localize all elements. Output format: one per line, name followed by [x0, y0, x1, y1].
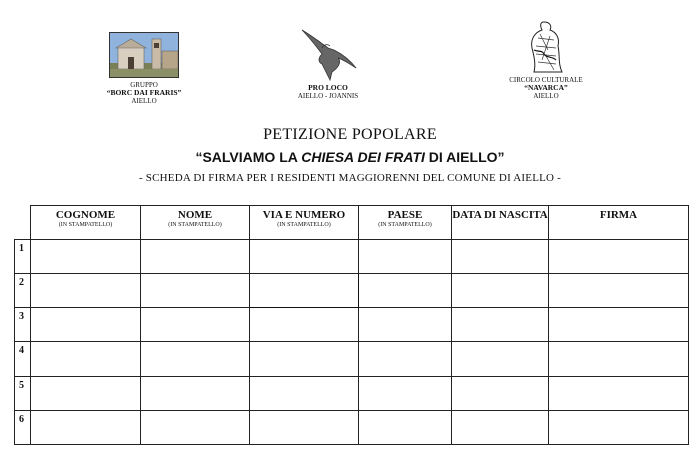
cell-firma[interactable] — [549, 240, 689, 274]
slogan-italic: CHIESA DEI FRATI — [301, 149, 425, 165]
cell-cognome[interactable] — [31, 240, 141, 274]
cell-data-nascita[interactable] — [452, 342, 549, 376]
org-line: AIELLO — [131, 97, 157, 105]
cell-data-nascita[interactable] — [452, 376, 549, 410]
cell-data-nascita[interactable] — [452, 410, 549, 444]
org-line: CIRCOLO CULTURALE — [509, 76, 583, 84]
org-line: AIELLO — [533, 92, 559, 100]
cell-nome[interactable] — [141, 342, 250, 376]
cell-cognome[interactable] — [31, 410, 141, 444]
org-line: GRUPPO — [130, 81, 158, 89]
cell-paese[interactable] — [359, 274, 452, 308]
column-header-cognome — [31, 206, 141, 240]
cell-firma[interactable] — [549, 342, 689, 376]
petition-subtitle: - SCHEDA DI FIRMA PER I RESIDENTI MAGGIORENNI DEL COMUNE DI AIELLO - — [138, 172, 561, 184]
column-sublabel: (IN STAMPATELLO) — [168, 222, 222, 228]
table-row — [15, 410, 689, 444]
cell-firma[interactable] — [549, 410, 689, 444]
cell-paese[interactable] — [359, 410, 452, 444]
signature-table — [14, 205, 689, 445]
row-number: 2 — [15, 274, 31, 308]
cell-cognome[interactable] — [31, 274, 141, 308]
eagle-icon — [298, 28, 358, 82]
row-number: 4 — [15, 342, 31, 376]
cell-via[interactable] — [250, 342, 359, 376]
cell-nome[interactable] — [141, 240, 250, 274]
column-label: PAESE — [387, 209, 423, 221]
cell-via[interactable] — [250, 376, 359, 410]
row-number: 6 — [15, 410, 31, 444]
org-name: PRO LOCO — [308, 83, 348, 92]
cell-nome[interactable] — [141, 274, 250, 308]
table-row — [15, 342, 689, 376]
table-row — [15, 376, 689, 410]
column-header-nome — [141, 206, 250, 240]
cell-firma[interactable] — [549, 376, 689, 410]
org-navarca — [488, 20, 604, 100]
column-label: COGNOME — [55, 209, 116, 221]
cell-cognome[interactable] — [31, 376, 141, 410]
cell-data-nascita[interactable] — [452, 274, 549, 308]
org-name: “BORC DAI FRARIS” — [106, 88, 182, 97]
cell-nome[interactable] — [141, 410, 250, 444]
cell-data-nascita[interactable] — [452, 308, 549, 342]
cell-firma[interactable] — [549, 308, 689, 342]
table-header-row — [15, 206, 689, 240]
header-corner — [15, 206, 31, 240]
cell-nome[interactable] — [141, 308, 250, 342]
cell-via[interactable] — [250, 308, 359, 342]
petition-title: PETIZIONE POPOLARE — [263, 126, 437, 143]
row-number: 1 — [15, 240, 31, 274]
cell-paese[interactable] — [359, 240, 452, 274]
org-line: AIELLO - JOANNIS — [297, 92, 359, 100]
row-number: 3 — [15, 308, 31, 342]
column-header-via — [250, 206, 359, 240]
org-pro-loco — [268, 28, 388, 100]
column-label: VIA E NUMERO — [262, 209, 346, 221]
table-row — [15, 274, 689, 308]
slogan-part: “SALVIAMO LA — [195, 149, 302, 165]
cell-via[interactable] — [250, 240, 359, 274]
org-name: “NAVARCA” — [524, 83, 568, 92]
cell-paese[interactable] — [359, 376, 452, 410]
column-header-firma — [549, 206, 689, 240]
column-header-data-nascita — [452, 206, 549, 240]
cell-via[interactable] — [250, 274, 359, 308]
column-label: FIRMA — [599, 209, 638, 221]
org-borc-dai-fraris — [84, 32, 204, 105]
church-photo — [109, 32, 179, 78]
cell-nome[interactable] — [141, 376, 250, 410]
cell-cognome[interactable] — [31, 308, 141, 342]
column-sublabel: (IN STAMPATELLO) — [378, 222, 432, 228]
table-row — [15, 308, 689, 342]
cell-cognome[interactable] — [31, 342, 141, 376]
column-label: DATA DI NASCITA — [452, 209, 548, 221]
slogan-part: DI AIELLO” — [424, 149, 505, 165]
column-sublabel: (IN STAMPATELLO) — [277, 222, 331, 228]
petition-slogan — [0, 149, 700, 165]
cell-data-nascita[interactable] — [452, 240, 549, 274]
cell-via[interactable] — [250, 410, 359, 444]
column-header-paese — [359, 206, 452, 240]
column-sublabel: (IN STAMPATELLO) — [58, 222, 113, 228]
column-label: NOME — [177, 209, 213, 221]
row-number: 5 — [15, 376, 31, 410]
cell-paese[interactable] — [359, 342, 452, 376]
sketch-figure — [526, 20, 566, 74]
table-row — [15, 240, 689, 274]
cell-firma[interactable] — [549, 274, 689, 308]
cell-paese[interactable] — [359, 308, 452, 342]
